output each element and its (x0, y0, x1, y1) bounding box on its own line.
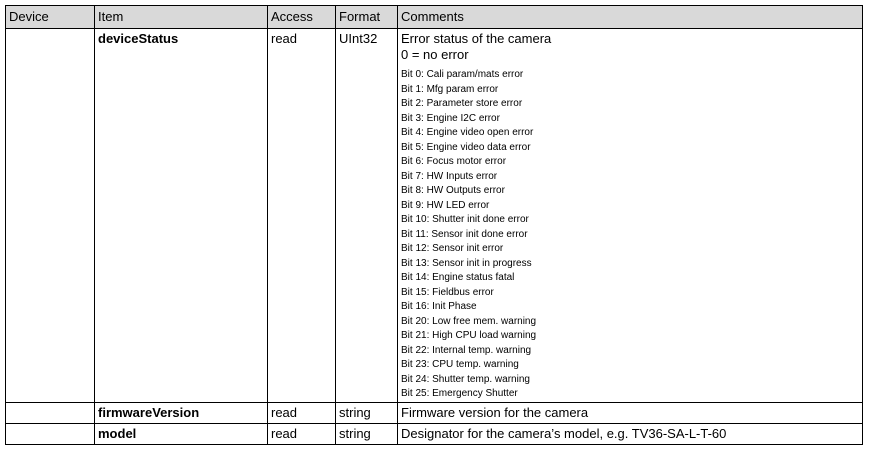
cell-format: string (336, 402, 398, 423)
bit-item: Bit 23: CPU temp. warning (401, 359, 519, 370)
bit-item: Bit 13: Sensor init in progress (401, 257, 532, 269)
comment-line: 0 = no error (401, 47, 469, 62)
cell-comments: Firmware version for the camera (398, 402, 863, 423)
bit-item: Bit 25: Emergency Shutter (401, 388, 518, 399)
bit-item: Bit 5: Engine video data error (401, 141, 531, 153)
header-device: Device (6, 6, 95, 29)
parameter-table (5, 5, 863, 445)
header-comments: Comments (398, 6, 863, 29)
bit-item: Bit 10: Shutter init done error (401, 214, 529, 225)
cell-device (6, 402, 95, 423)
header-row (6, 6, 863, 29)
bit-item: Bit 2: Parameter store error (401, 98, 523, 109)
cell-format: string (336, 423, 398, 444)
cell-access: read (268, 29, 336, 403)
bit-item: Bit 6: Focus motor error (401, 156, 507, 167)
comment-line: Error status of the camera (401, 31, 552, 46)
cell-item: firmwareVersion (95, 402, 268, 423)
header-item: Item (95, 6, 268, 29)
header-access: Access (268, 6, 336, 29)
cell-format: UInt32 (336, 29, 398, 403)
bit-item: Bit 9: HW LED error (401, 199, 490, 211)
table-row-firmware-version (6, 402, 863, 423)
header-format: Format (336, 6, 398, 29)
bit-list (401, 68, 862, 402)
bit-item: Bit 21: High CPU load warning (401, 330, 537, 341)
table-row-model (6, 423, 863, 444)
bit-item: Bit 24: Shutter temp. warning (401, 373, 530, 385)
cell-comments: Designator for the camera’s model, e.g. TV36-SA-L-T-60 (398, 423, 863, 444)
cell-access: read (268, 423, 336, 444)
cell-item: model (95, 423, 268, 444)
bit-item: Bit 15: Fieldbus error (401, 286, 494, 298)
bit-item: Bit 8: HW Outputs error (401, 185, 505, 196)
cell-item: deviceStatus (95, 29, 268, 403)
bit-item: Bit 20: Low free mem. warning (401, 315, 537, 327)
bit-item: Bit 3: Engine I2C error (401, 112, 500, 124)
cell-device (6, 423, 95, 444)
bit-item: Bit 0: Cali param/mats error (401, 69, 524, 80)
bit-item: Bit 7: HW Inputs error (401, 170, 498, 182)
bit-item: Bit 1: Mfg param error (401, 83, 499, 95)
table-row-device-status (6, 29, 863, 403)
bit-item: Bit 11: Sensor init done error (401, 228, 528, 240)
bit-item: Bit 4: Engine video open error (401, 127, 534, 138)
bit-item: Bit 12: Sensor init error (401, 243, 504, 254)
cell-access: read (268, 402, 336, 423)
bit-item: Bit 16: Init Phase (401, 301, 477, 312)
cell-comments (398, 29, 863, 403)
cell-device (6, 29, 95, 403)
bit-item: Bit 22: Internal temp. warning (401, 344, 532, 356)
bit-item: Bit 14: Engine status fatal (401, 272, 515, 283)
